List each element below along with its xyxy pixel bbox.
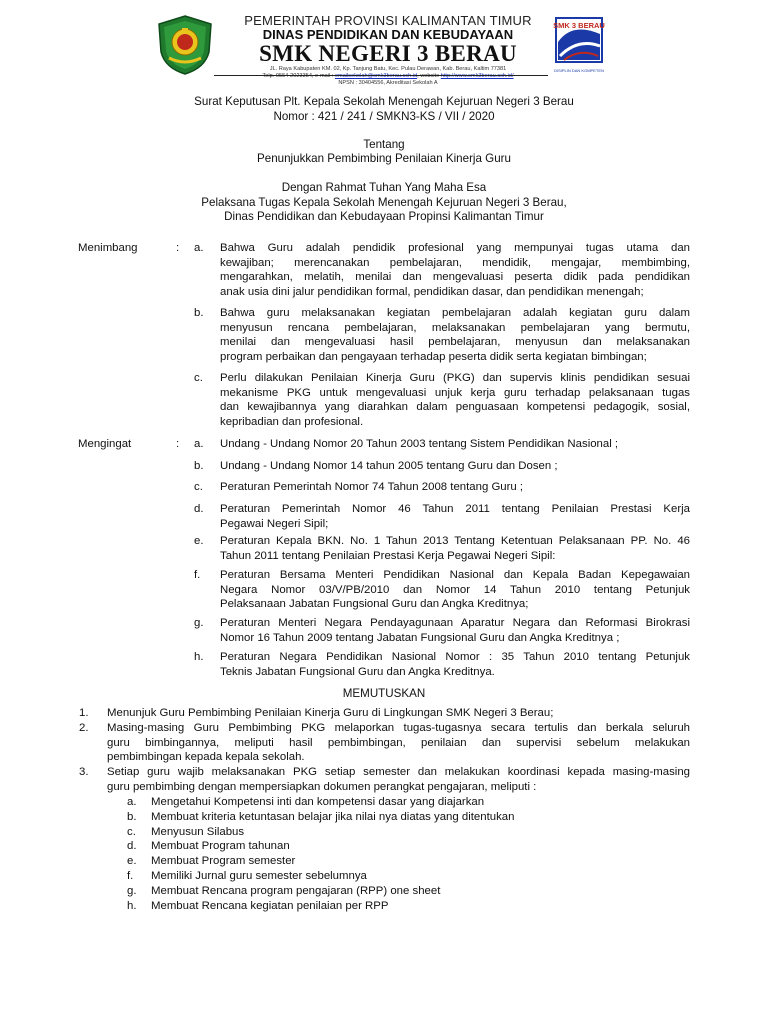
decision-subitem-text: Membuat Program tahunan	[151, 840, 290, 853]
decision-point-number: 2.	[79, 722, 89, 734]
decision-point-line: Menunjuk Guru Pembimbing Penilaian Kinerja Guru di Lingkungan SMK Negeri 3 Berau;	[107, 707, 554, 719]
mengingat-item-letter: g.	[194, 617, 204, 629]
contact-phone: Telp. 0554-2023354, e-mail :	[262, 73, 335, 79]
letterhead-address: JL. Raya Kabupaten KM. 02, Kp. Tanjung Batu, Kec. Pulau Derawan, Kab. Berau, Kaltim 77381	[269, 66, 507, 72]
menimbang-item-line: kepribadian dan profesional.	[220, 415, 364, 428]
menimbang-item-line: anak usia dini jalur pendidikan formal, pendidikan dasar, dan pendidikan menengah;	[220, 285, 644, 298]
menimbang-item-line: mekanisme PKG untuk mengevaluasi unjuk kerja guru terhadap pelaksanaan tugas	[220, 386, 690, 399]
mengingat-item-line: Nomor 16 Tahun 2009 tentang Jabatan Fungsional Guru dan Angka Kreditnya ;	[220, 631, 620, 644]
menimbang-item-line: mengarahkan, melatih, menilai dan mengevaluasi peserta didik pada pendidikan	[220, 271, 690, 284]
decision-subitem-text: Membuat Rencana kegiatan penilaian per RPP	[151, 899, 389, 912]
email-link[interactable]: emailsekolah@smk3berau.sch.id	[334, 73, 418, 79]
decision-subitem-letter: g.	[127, 884, 137, 897]
decision-point-number: 3.	[79, 766, 89, 778]
decision-point-line: Masing-masing Guru Pembimbing PKG melaporkan tugas-tugasnya secara tertulis dan berkala seluruh	[107, 722, 690, 734]
decision-subitem-letter: e.	[127, 855, 137, 868]
pelaksana-line-2: Dinas Pendidikan dan Kebudayaan Propinsi Kalimantan Timur	[224, 210, 544, 223]
province-emblem-logo	[155, 14, 215, 76]
decision-subitem-letter: b.	[127, 810, 137, 823]
decision-point-number: 1.	[79, 707, 89, 719]
menimbang-item-line: dan kewajibannya yang diarahkan dalam penguasaan kompetensi pedagogik, sosial,	[220, 401, 690, 414]
mengingat-item-line: Teknis Jabatan Fungsional Guru dan Angka Kreditnya.	[220, 665, 495, 678]
menimbang-item-line: menilai dan mengevaluasi hasil pembelajaran, menyusun dan melaksanakan	[220, 336, 690, 349]
mengingat-item-line: Peraturan Negara Pendidikan Nasional Nomor : 35 Tahun 2010 tentang Petunjuk	[220, 651, 690, 663]
mengingat-item-letter: c.	[194, 481, 203, 493]
menimbang-item-line: program perbaikan dan pengayaan terhadap peserta didik serta kegiatan bimbingan;	[220, 350, 647, 363]
website-prefix: , website	[417, 73, 441, 79]
menimbang-item-line: Perlu dilakukan Penilaian Kinerja Guru (PKG) dan supervis klinis pendidikan sesuai	[220, 372, 690, 384]
decision-subitem-letter: d.	[127, 840, 137, 853]
mengingat-item-line: Pelaksanaan Jabatan Fungsional Guru dan Angka Kreditnya;	[220, 598, 529, 611]
rahmat-line: Dengan Rahmat Tuhan Yang Maha Esa	[281, 181, 487, 194]
school-logo-motto: DISIPLIN DAN KOMPETEN	[554, 68, 604, 73]
menimbang-item-line: kewajiban; merencanakan pembelajaran, mendidik, mengajar, membimbing,	[220, 256, 690, 269]
menimbang-label: Menimbang	[78, 242, 138, 254]
mengingat-item-line: Peraturan Pemerintah Nomor 74 Tahun 2008 tentang Guru ;	[220, 481, 524, 493]
mengingat-item-line: Peraturan Bersama Menteri Pendidikan Nasional dan Kepala Badan Kepegawaian	[220, 569, 690, 581]
mengingat-item-line: Peraturan Pemerintah Nomor 46 Tahun 2011 tentang Penilaian Prestasi Kerja	[220, 503, 690, 515]
decision-subitem-text: Mengetahui Kompetensi inti dan kompetensi dasar yang diajarkan	[151, 796, 485, 808]
decision-subitem-text: Membuat Rencana program pengajaran (RPP) one sheet	[151, 884, 441, 897]
letterhead-province: PEMERINTAH PROVINSI KALIMANTAN TIMUR	[244, 13, 532, 28]
menimbang-item-line: Bahwa guru melaksanakan kegiatan pembelajaran adalah kegiatan guru dalam	[220, 307, 690, 319]
decision-subitem-text: Membuat kriteria ketuntasan belajar jika nilai nya diatas yang ditentukan	[151, 810, 515, 823]
mengingat-item-letter: f.	[194, 569, 201, 581]
decision-point-line: Setiap guru wajib melaksanakan PKG setiap semester dan melakukan koordinasi kepada masing-masing	[107, 766, 690, 778]
memutuskan-heading: MEMUTUSKAN	[342, 687, 426, 700]
letterhead-school-name: SMK NEGERI 3 BERAU	[259, 41, 517, 66]
menimbang-item-letter: b.	[194, 307, 204, 319]
decision-subitem-text: Menyusun Silabus	[151, 825, 245, 838]
mengingat-item-line: Peraturan Menteri Negara Pendayagunaan Aparatur Negara dan Reformasi Birokrasi	[220, 617, 690, 629]
mengingat-colon: :	[176, 438, 180, 450]
decree-title: Surat Keputusan Plt. Kepala Sekolah Menengah Kejuruan Negeri 3 Berau	[194, 95, 574, 108]
decision-point-line: pembimbingan kepada kepala sekolah.	[107, 751, 305, 764]
mengingat-item-line: Pegawai Negeri Sipil;	[220, 517, 329, 530]
mengingat-item-letter: d.	[194, 503, 204, 515]
decision-subitem-letter: a.	[127, 796, 137, 808]
mengingat-item-letter: a.	[194, 438, 204, 450]
decree-subject: Penunjukkan Pembimbing Penilaian Kinerja Guru	[257, 152, 511, 165]
menimbang-item-letter: a.	[194, 242, 204, 254]
school-logo	[548, 12, 610, 80]
decision-subitem-text: Memiliki Jurnal guru semester sebelumnya	[151, 870, 367, 882]
mengingat-item-letter: h.	[194, 651, 204, 663]
website-link[interactable]: http://www.smk3berau.sch.id/	[440, 73, 514, 79]
mengingat-item-line: Undang - Undang Nomor 14 tahun 2005 tentang Guru dan Dosen ;	[220, 460, 558, 472]
school-logo-title: SMK 3 BERAU	[553, 21, 605, 30]
menimbang-item-letter: c.	[194, 372, 203, 384]
decision-point-line: guru bimbingannya, meliputi hasil pembimbingan, penilaian dan supervisi sebelum melakukan	[107, 736, 690, 749]
decision-point-line: guru pembimbing dengan mempersiapkan dokumen perangkat pengajaran, meliputi :	[107, 780, 537, 793]
pelaksana-line-1: Pelaksana Tugas Kepala Sekolah Menengah Kejuruan Negeri 3 Berau,	[201, 196, 567, 209]
decision-subitem-text: Membuat Program semester	[151, 855, 296, 868]
menimbang-item-line: menyusun rencana pembelajaran, melaksanakan pembelajaran yang bermutu,	[220, 321, 690, 334]
mengingat-item-line: Undang - Undang Nomor 20 Tahun 2003 tentang Sistem Pendidikan Nasional ;	[220, 438, 619, 450]
letterhead-divider	[214, 75, 548, 76]
decision-subitem-letter: f.	[127, 870, 134, 882]
decision-subitem-letter: h.	[127, 899, 137, 912]
mengingat-item-line: Peraturan Kepala BKN. No. 1 Tahun 2013 Tentang Ketentuan Pelaksanaan PP. No. 46	[220, 535, 690, 547]
letterhead-npsn: NPSN : 30404556, Akreditasi Sekolah A	[338, 80, 438, 86]
letterhead-department: DINAS PENDIDIKAN DAN KEBUDAYAAN	[262, 27, 514, 42]
mengingat-item-line: Tahun 2011 tentang Penilaian Prestasi Kerja Pegawai Negeri Sipil:	[220, 549, 556, 562]
mengingat-item-letter: b.	[194, 460, 204, 472]
decree-number: Nomor : 421 / 241 / SMKN3-KS / VII / 2020	[273, 110, 495, 123]
mengingat-item-line: Negara Nomor 03/V/PB/2010 dan Nomor 14 Tahun 2010 tentang Petunjuk	[220, 583, 690, 596]
menimbang-item-line: Bahwa Guru adalah pendidik profesional yang mempunyai tugas utama dan	[220, 242, 690, 254]
decision-subitem-letter: c.	[127, 825, 136, 838]
menimbang-colon: :	[176, 242, 180, 254]
mengingat-label: Mengingat	[78, 438, 132, 450]
tentang-label: Tentang	[363, 138, 405, 151]
letterhead	[228, 14, 548, 87]
mengingat-item-letter: e.	[194, 535, 204, 547]
